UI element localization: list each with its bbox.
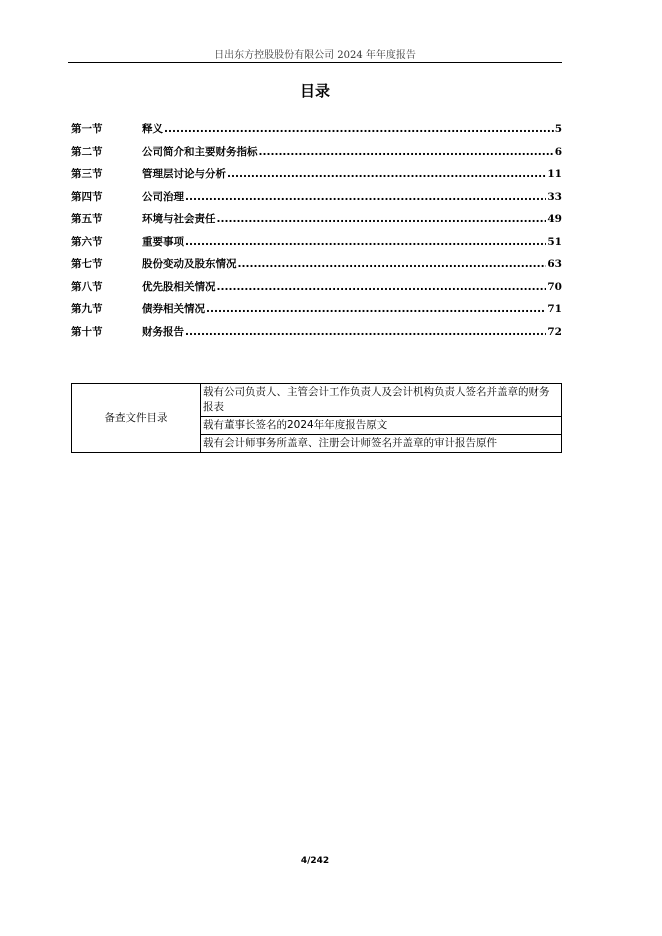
table-row	[72, 384, 562, 417]
toc-section-number: 第三节	[71, 168, 103, 180]
toc-entry-7[interactable]	[71, 256, 562, 279]
toc-section-number: 第六节	[71, 235, 103, 248]
reference-document-item: 载有董事长签名的2024年年度报告原文	[201, 417, 562, 435]
reference-documents-table	[71, 383, 562, 453]
table-of-contents	[71, 121, 562, 346]
toc-section-title: 公司治理	[142, 190, 184, 203]
page-number-footer: 4/242	[300, 856, 330, 866]
toc-entry-1[interactable]	[71, 121, 562, 144]
toc-section-title: 债券相关情况	[142, 303, 205, 315]
toc-section-number: 第一节	[71, 123, 103, 135]
toc-dot-leader	[164, 123, 554, 135]
toc-section-number: 第五节	[71, 213, 103, 225]
reference-document-item: 载有公司负责人、主管会计工作负责人及会计机构负责人签名并盖章的财务报表	[201, 384, 562, 417]
toc-page-number: 63	[547, 258, 562, 270]
toc-dot-leader	[238, 258, 547, 270]
toc-page-number: 51	[547, 235, 562, 248]
page-header: 日出东方控股股份有限公司 2024 年年度报告	[214, 50, 416, 61]
toc-dot-leader	[227, 168, 546, 180]
toc-section-number: 第十节	[71, 325, 103, 338]
toc-section-number: 第九节	[71, 303, 103, 315]
reference-document-item: 载有会计师事务所盖章、注册会计师签名并盖章的审计报告原件	[201, 435, 562, 453]
reference-documents-heading: 备查文件目录	[72, 384, 201, 453]
toc-dot-leader	[185, 236, 546, 248]
toc-entry-10[interactable]	[71, 324, 562, 347]
toc-page-number: 33	[547, 190, 562, 203]
toc-section-number: 第四节	[71, 190, 103, 203]
toc-entry-2[interactable]	[71, 144, 562, 167]
toc-page-number: 71	[547, 303, 562, 315]
toc-dot-leader	[206, 303, 546, 315]
toc-page-number: 49	[547, 213, 562, 225]
toc-entry-3[interactable]	[71, 166, 562, 189]
toc-page-number: 5	[554, 123, 562, 135]
toc-section-title: 股份变动及股东情况	[142, 258, 237, 270]
header-rule	[68, 62, 562, 63]
toc-page-number: 70	[547, 280, 562, 293]
toc-page-number: 6	[554, 145, 562, 158]
page-title: 目录	[299, 82, 330, 100]
toc-section-number: 第七节	[71, 258, 103, 270]
toc-section-number: 第二节	[71, 145, 103, 158]
toc-page-number: 72	[547, 325, 562, 338]
toc-entry-6[interactable]	[71, 234, 562, 257]
toc-dot-leader	[217, 281, 547, 293]
toc-dot-leader	[217, 213, 547, 225]
toc-section-title: 管理层讨论与分析	[142, 168, 226, 180]
toc-section-number: 第八节	[71, 280, 103, 293]
toc-section-title: 财务报告	[142, 325, 184, 338]
toc-entry-5[interactable]	[71, 211, 562, 234]
toc-section-title: 环境与社会责任	[142, 213, 216, 225]
toc-section-title: 公司简介和主要财务指标	[142, 145, 258, 158]
toc-entry-8[interactable]	[71, 279, 562, 302]
toc-dot-leader	[185, 191, 546, 203]
toc-section-title: 重要事项	[142, 235, 184, 248]
toc-page-number: 11	[547, 168, 562, 180]
toc-section-title: 优先股相关情况	[142, 280, 216, 293]
toc-dot-leader	[185, 326, 546, 338]
toc-section-title: 释义	[142, 123, 163, 135]
toc-dot-leader	[259, 146, 554, 158]
toc-entry-4[interactable]	[71, 189, 562, 212]
toc-entry-9[interactable]	[71, 301, 562, 324]
